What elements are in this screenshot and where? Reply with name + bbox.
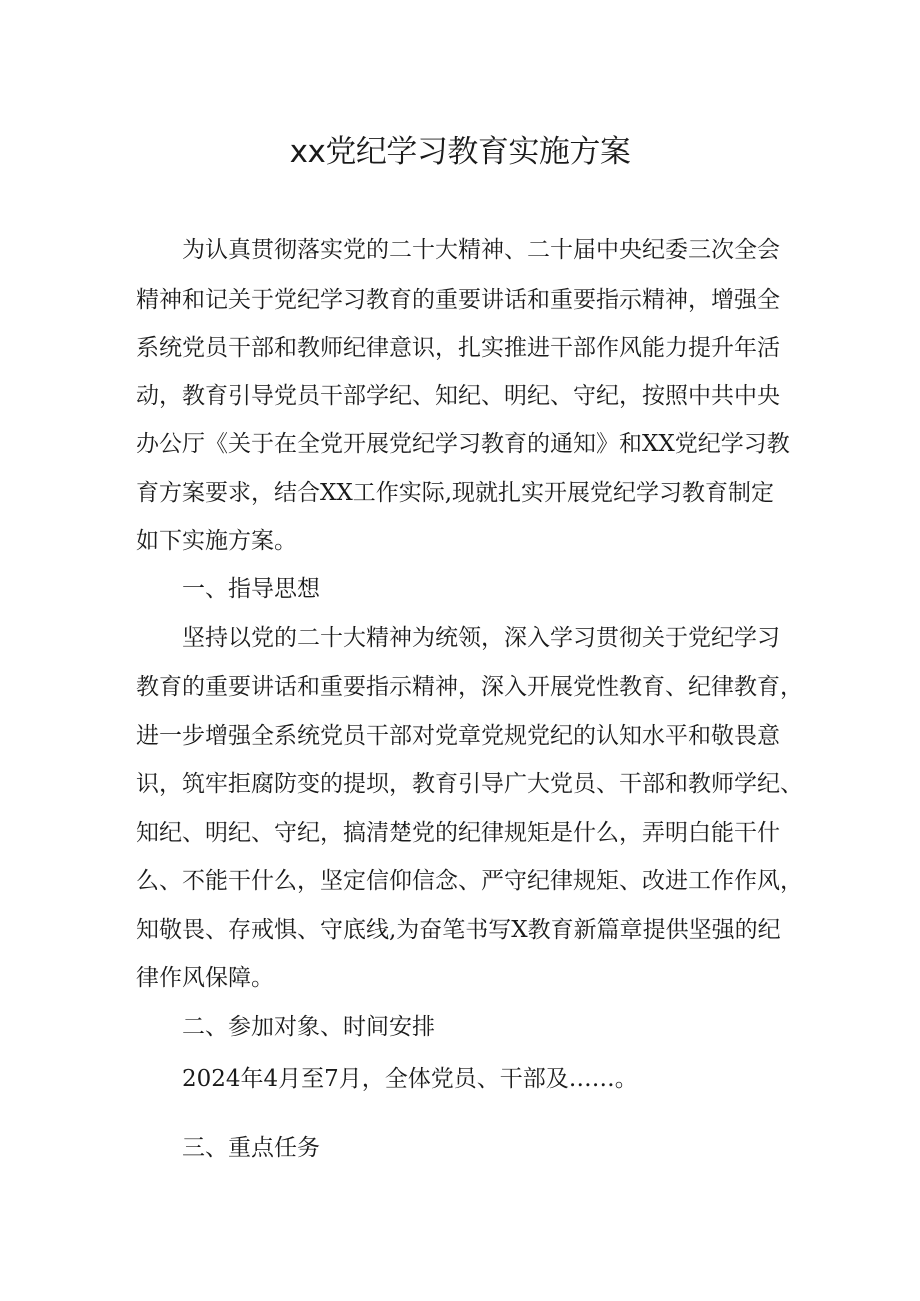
paragraph-line: 律作风保障。 [136,965,274,991]
section-heading-guiding-ideology: 一、指导思想 [182,576,320,602]
paragraph-line: 精神和记关于党纪学习教育的重要讲话和重要指示精神，增强全 [136,287,780,313]
paragraph-line: 如下实施方案。 [136,528,297,554]
section-heading-key-tasks: 三、重点任务 [182,1135,320,1161]
paragraph-line: 知敬畏、存戒惧、守底线,为奋笔书写X教育新篇章提供坚强的纪 [136,917,781,943]
paragraph-line: 教育的重要讲话和重要指示精神，深入开展党性教育、纪律教育， [136,674,803,700]
paragraph-line: 进一步增强全系统党员干部对党章党规党纪的认知水平和敬畏意 [136,723,780,749]
paragraph-line: 识，筑牢拒腐防变的提坝，教育引导广大党员、干部和教师学纪、 [136,771,803,797]
paragraph-line: 动，教育引导党员干部学纪、知纪、明纪、守纪，按照中共中央 [136,383,780,409]
document-title: xx党纪学习教育实施方案 [289,134,631,170]
paragraph-line: 么、不能干什么，坚定信仰信念、严守纪律规矩、改进工作作风， [136,868,803,894]
paragraph-line: 办公厅《关于在全党开展党纪学习教育的通知》和XX党纪学习教 [136,431,790,457]
paragraph-line: 系统党员干部和教师纪律意识，扎实推进干部作风能力提升年活 [136,335,780,361]
paragraph-line: 知纪、明纪、守纪，搞清楚党的纪律规矩是什么，弄明白能干什 [136,820,780,846]
paragraph-line: 育方案要求，结合XX工作实际,现就扎实开展党纪学习教育制定 [136,480,775,506]
paragraph-line: 坚持以党的二十大精神为统领，深入学习贯彻关于党纪学习 [182,625,780,651]
paragraph-line: 为认真贯彻落实党的二十大精神、二十届中央纪委三次全会 [182,237,780,263]
schedule-line: 2024年4月至7月，全体党员、干部及……。 [182,1066,638,1092]
section-heading-participants-schedule: 二、参加对象、时间安排 [182,1014,435,1040]
